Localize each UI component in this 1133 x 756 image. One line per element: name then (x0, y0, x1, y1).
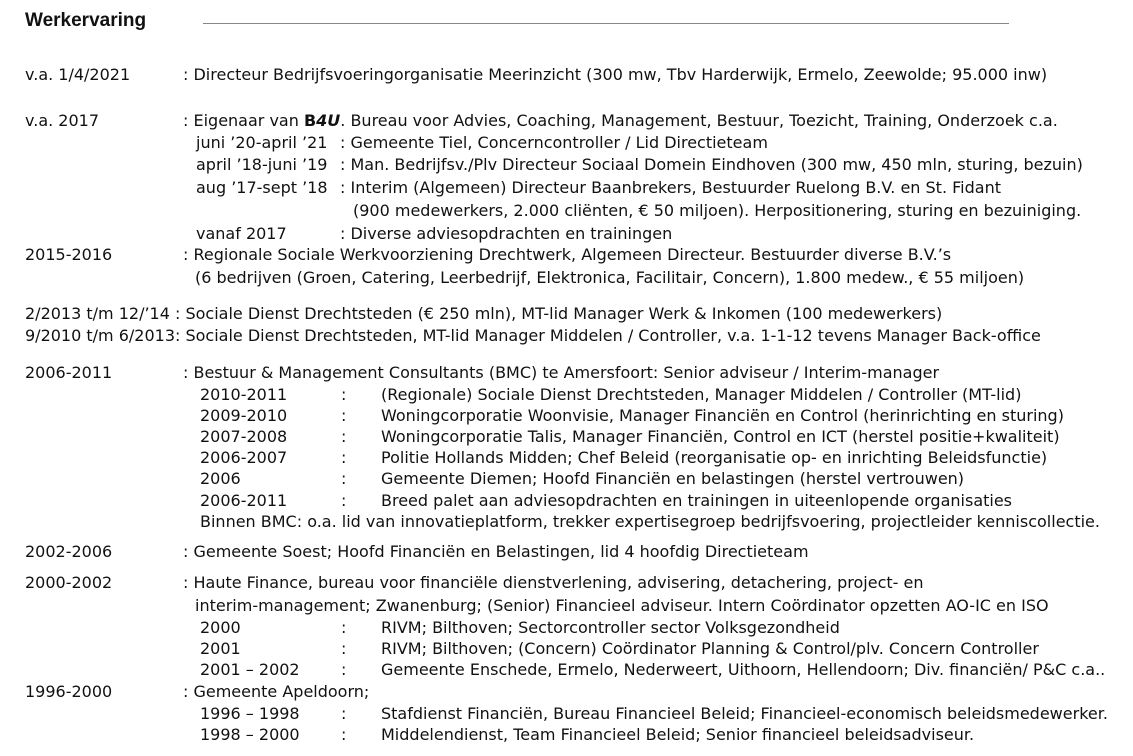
entry-line: 2/2013 t/m 12/’14 : Sociale Dienst Drechtsteden (€ 250 mln), MT-lid Manager Werk & Inkomen (100 medewerkers) (25, 304, 943, 323)
sub-colon: : (341, 660, 347, 679)
entry-text-continued: (6 bedrijven (Groen, Catering, Leerbedrijf, Elektronica, Facilitair, Concern), 1.800 medew., € 55 miljoen) (195, 268, 1025, 287)
sub-date: aug ’17-sept ’18 (196, 178, 328, 197)
sub-date: 2006 (200, 469, 241, 488)
sub-text: (Regionale) Sociale Dienst Drechtsteden, Manager Middelen / Controller (MT-lid) (381, 385, 1022, 404)
entry-date: 2015-2016 (25, 245, 113, 264)
sub-colon: : (341, 469, 347, 488)
sub-date: 1996 – 1998 (200, 704, 300, 723)
entry-date: v.a. 1/4/2021 (25, 65, 131, 84)
sub-date: 2000 (200, 618, 241, 637)
entry-text: : Haute Finance, bureau voor financiële dienstverlening, advisering, detachering, project- en (183, 573, 924, 592)
sub-date: april ’18-juni ’19 (196, 155, 328, 174)
sub-text: Woningcorporatie Woonvisie, Manager Financiën en Control (herinrichting en sturing) (381, 406, 1064, 425)
sub-colon: : (341, 427, 347, 446)
entry-text-continued: interim-management; Zwanenburg; (Senior) Financieel adviseur. Intern Coördinator opzetten AO-IC en ISO (195, 596, 1049, 615)
entry-date: v.a. 2017 (25, 111, 100, 130)
sub-date: 2010-2011 (200, 385, 288, 404)
entry-text: : Regionale Sociale Werkvoorziening Drechtwerk, Algemeen Directeur. Bestuurder diverse B.V.’s (183, 245, 952, 264)
sub-text: Breed palet aan adviesopdrachten en trainingen in uiteenlopende organisaties (381, 491, 1013, 510)
sub-date: 1998 – 2000 (200, 725, 300, 744)
sub-text: Middelendienst, Team Financieel Beleid; Senior financieel beleidsadviseur. (381, 725, 975, 744)
sub-text: Woningcorporatie Talis, Manager Financiën, Control en ICT (herstel positie+kwaliteit) (381, 427, 1060, 446)
sub-text: RIVM; Bilthoven; Sectorcontroller sector Volksgezondheid (381, 618, 840, 637)
brand-logo-text: B4U (303, 111, 341, 130)
sub-date: 2001 – 2002 (200, 660, 300, 679)
entry-text: : Bestuur & Management Consultants (BMC) te Amersfoort: Senior adviseur / Interim-manager (183, 363, 940, 382)
entry-text: : Gemeente Soest; Hoofd Financiën en Belastingen, lid 4 hoofdig Directieteam (183, 542, 809, 561)
sub-colon: : (341, 385, 347, 404)
entry-line: 9/2010 t/m 6/2013: Sociale Dienst Drechtsteden, MT-lid Manager Middelen / Controller, v.a. 1-1-12 tevens Manager Back-office (25, 326, 1041, 345)
entry-text: : Gemeente Apeldoorn; (183, 682, 370, 701)
sub-date: juni ’20-april ’21 (196, 133, 328, 152)
sub-text: Stafdienst Financiën, Bureau Financieel Beleid; Financieel-economisch beleidsmedewerker. (381, 704, 1108, 723)
section-heading: Werkervaring (25, 10, 147, 31)
entry-text: : Eigenaar van B4U. Bureau voor Advies, Coaching, Management, Bestuur, Toezicht, Training, Onderzoek c.a. (183, 111, 1058, 130)
sub-text: : Gemeente Tiel, Concerncontroller / Lid Directieteam (340, 133, 768, 152)
entry-note: Binnen BMC: o.a. lid van innovatieplatform, trekker expertisegroep bedrijfsvoering, projectleider kenniscollectie. (200, 512, 1100, 531)
entry-date: 2000-2002 (25, 573, 113, 592)
sub-text: Gemeente Diemen; Hoofd Financiën en belastingen (herstel vertrouwen) (381, 469, 965, 488)
sub-colon: : (341, 704, 347, 723)
sub-colon: : (341, 406, 347, 425)
sub-colon: : (341, 618, 347, 637)
heading-rule (203, 23, 1009, 24)
sub-colon: : (341, 448, 347, 467)
sub-text: RIVM; Bilthoven; (Concern) Coördinator Planning & Control/plv. Concern Controller (381, 639, 1039, 658)
sub-date: 2006-2011 (200, 491, 288, 510)
sub-text: : Interim (Algemeen) Directeur Baanbrekers, Bestuurder Ruelong B.V. en St. Fidant (340, 178, 1001, 197)
sub-text-continued: (900 medewerkers, 2.000 cliënten, € 50 miljoen). Herpositionering, sturing en bezuiniging. (353, 201, 1082, 220)
sub-colon: : (341, 725, 347, 744)
sub-text: : Diverse adviesopdrachten en trainingen (340, 224, 673, 243)
sub-colon: : (341, 491, 347, 510)
sub-date: 2007-2008 (200, 427, 288, 446)
entry-date: 1996-2000 (25, 682, 113, 701)
sub-date: 2006-2007 (200, 448, 288, 467)
sub-text: Gemeente Enschede, Ermelo, Nederweert, Uithoorn, Hellendoorn; Div. financiën/ P&C c.a.. (381, 660, 1106, 679)
sub-colon: : (341, 639, 347, 658)
entry-date: 2006-2011 (25, 363, 113, 382)
entry-date: 2002-2006 (25, 542, 113, 561)
sub-date: vanaf 2017 (196, 224, 287, 243)
sub-date: 2009-2010 (200, 406, 288, 425)
sub-date: 2001 (200, 639, 241, 658)
entry-text: : Directeur Bedrijfsvoeringorganisatie Meerinzicht (300 mw, Tbv Harderwijk, Ermelo, Zeewolde; 95.000 inw) (183, 65, 1048, 84)
sub-text: : Man. Bedrijfsv./Plv Directeur Sociaal Domein Eindhoven (300 mw, 450 mln, sturing, bezuin) (340, 155, 1083, 174)
sub-text: Politie Hollands Midden; Chef Beleid (reorganisatie op- en inrichting Beleidsfunctie) (381, 448, 1048, 467)
